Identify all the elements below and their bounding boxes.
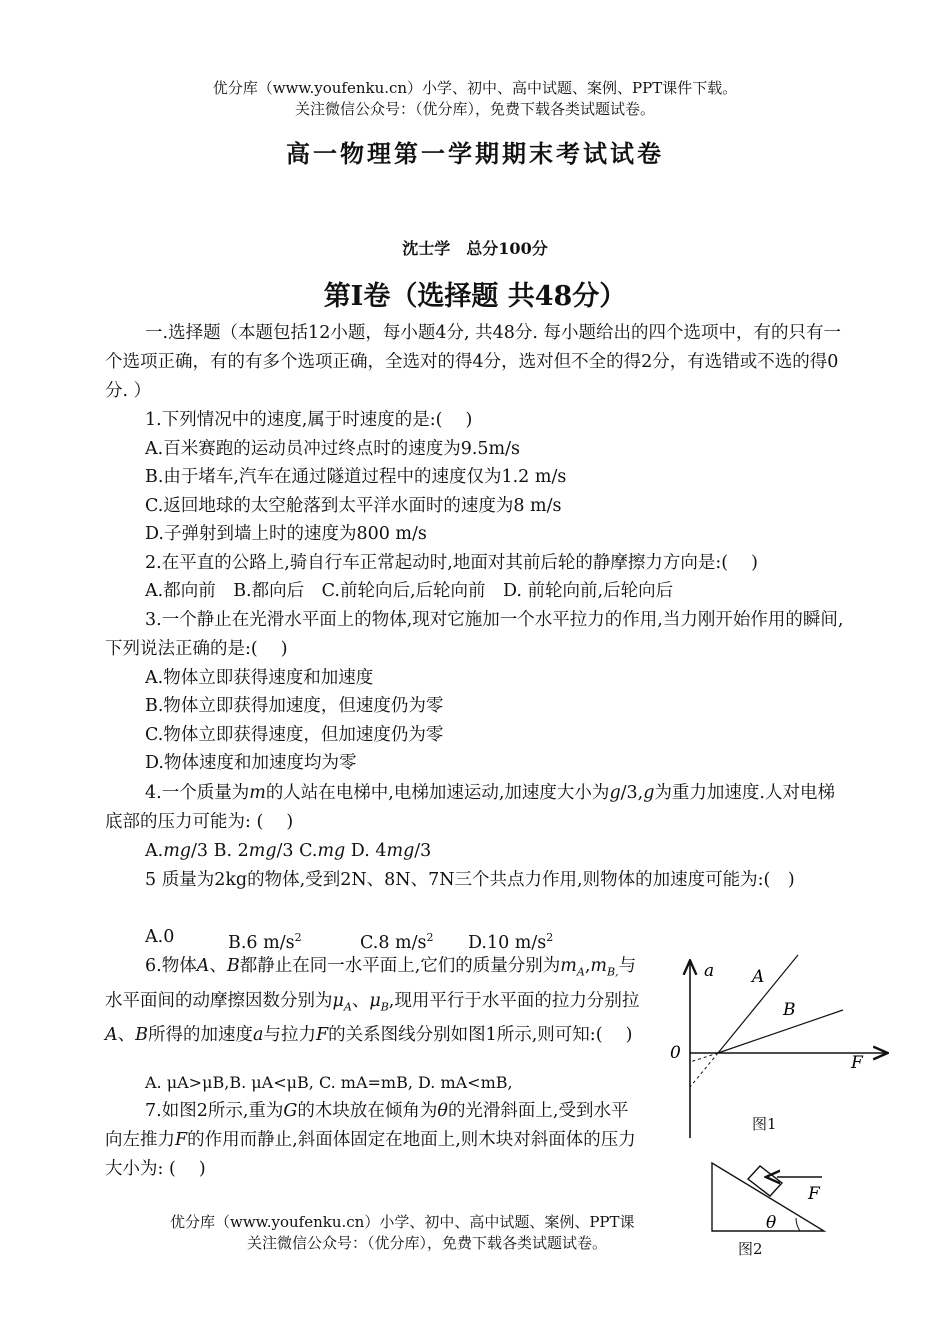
fig2-label-F: F [808, 1184, 820, 1204]
q5-option-b-text: B.6 m/s [228, 932, 295, 953]
q6-text-2: 、 [209, 956, 227, 976]
fig1-label-B: B [783, 1000, 796, 1020]
q7-text-4: 的作用而静止,斜面体固定在地面上,则木块对斜面体的压力大小为: ( ) [105, 1130, 636, 1179]
q6-text-8: 所得的加速度 [148, 1025, 254, 1045]
q4-text-3: /3, [620, 783, 644, 803]
q1-stem: 1.下列情况中的速度,属于时速度的是:( ) [145, 410, 473, 430]
header-line-2: 关注微信公众号：（优分库），免费下载各类试题试卷。 [294, 100, 655, 118]
q4-stem [105, 779, 850, 837]
q4-text-2: 的人站在电梯中,电梯加速运动,加速度大小为 [265, 783, 610, 803]
fig2-label-theta: θ [766, 1213, 777, 1233]
fig2-block [748, 1166, 782, 1196]
q6-stem [105, 952, 640, 1050]
q7-var-theta: θ [437, 1101, 448, 1121]
q5-option-c-sup: 2 [426, 931, 434, 944]
q7-text-1: 7.如图2所示,重为 [145, 1101, 284, 1121]
q6-text-4: 与水平面间的动摩擦因数分别为 [105, 956, 637, 1011]
q6-text-6: ,现用平行于水平面的拉力分别拉 [388, 990, 640, 1011]
fig1-label-a: a [704, 961, 715, 981]
section-title: 第I卷（选择题 共48分） [323, 281, 627, 312]
q6-text-1: 6.物体 [145, 956, 197, 976]
q4-opt-c-label: /3 C. [276, 841, 318, 861]
q1-option-c: C.返回地球的太空舱落到太平洋水面时的速度为8 m/s [145, 496, 562, 516]
q6-sub-muA: A [343, 1000, 352, 1013]
q6-var-muB: μ [369, 990, 381, 1011]
figure-2-incline [700, 1158, 832, 1238]
q6-var-B2: B [135, 1025, 149, 1045]
q4-options [145, 837, 431, 866]
q6-var-A: A [196, 956, 210, 976]
q5-option-b-sup: 2 [294, 931, 302, 944]
q6-text-3: 都静止在同一水平面上,它们的质量分别为 [239, 956, 561, 976]
q7-var-F: F [175, 1130, 188, 1150]
q4-var-m: m [249, 783, 266, 803]
q4-opt-a-label: A. [145, 841, 164, 861]
q6-var-muA: μ [332, 990, 344, 1011]
q3-option-c: C.物体立即获得速度，但加速度仍为零 [145, 725, 444, 745]
q6-sub-A: A [576, 965, 585, 979]
q4-var-g: g [609, 783, 621, 803]
q4-var-g2: g [643, 783, 655, 803]
q1-option-b: B.由于堵车,汽车在通过隧道过程中的速度仅为1.2 m/s [145, 467, 567, 487]
q6-text-5: 、 [351, 990, 370, 1011]
figure-1-graph [660, 950, 900, 1150]
q6-options: A. μA>μB,B. μA<μB, C. mA=mB, D. mA<mB, [145, 1073, 513, 1092]
fig1-line-A-ext [690, 1053, 718, 1087]
q4-opt-d-var: mg [386, 841, 415, 861]
q6-var-mA: m [560, 956, 577, 976]
q3-option-b: B.物体立即获得加速度，但速度仍为零 [145, 696, 444, 716]
q6-var-a: a [253, 1025, 264, 1045]
q6-var-mB: m [590, 956, 608, 976]
q4-text-4: 为重力加速度.人对电梯底部的压力可能为: ( ) [105, 783, 835, 832]
figure-1-caption: 图1 [752, 1115, 777, 1133]
q5-option-d-text: D.10 m/s [468, 932, 547, 953]
q4-opt-a-var: mg [163, 841, 191, 861]
q6-text-7: 、 [117, 1025, 136, 1045]
q5-option-d-sup: 2 [546, 931, 554, 944]
q3-option-d: D.物体速度和加速度均为零 [145, 753, 357, 773]
footer-line-1: 优分库（www.youfenku.cn）小学、初中、高中试题、案例、PPT课 [170, 1213, 635, 1231]
q6-sub-muB: B [380, 1000, 389, 1013]
fig1-label-F: F [851, 1053, 863, 1073]
q2-stem: 2.在平直的公路上,骑自行车正常起动时,地面对其前后轮的静摩擦力方向是:( ) [145, 553, 758, 573]
fig2-angle-arc [796, 1218, 800, 1231]
q7-stem [105, 1097, 640, 1184]
q5-option-a: A.0 [145, 927, 175, 947]
q1-option-d: D.子弹射到墙上时的速度为800 m/s [145, 524, 427, 544]
q6-sub-B: B, [607, 965, 619, 979]
footer-line-2: 关注微信公众号：（优分库），免费下载各类试题试卷。 [247, 1234, 608, 1252]
q4-opt-c-var: mg [317, 841, 346, 861]
q4-opt-d-label: D. 4 [345, 841, 387, 861]
fig1-line-B [718, 1010, 843, 1053]
q6-var-F: F [315, 1025, 329, 1045]
q6-var-B: B [226, 956, 240, 976]
instructions: 一.选择题（本题包括12小题，每小题4分, 共48分. 每小题给出的四个选项中，有的只有一个选项正确，有的有多个选项正确，全选对的得4分，选对但不全的得2分，有选错或不选的得0分. ） [105, 323, 841, 401]
q2-options: A.都向前 B.都向后 C.前轮向后,后轮向前 D. 前轮向前,后轮向后 [145, 581, 674, 601]
q6-text-9: 与拉力 [263, 1025, 316, 1045]
q4-opt-b-label: /3 B. 2 [191, 841, 249, 861]
q6-text-10: 的关系图线分别如图1所示,则可知:( ) [328, 1025, 633, 1045]
fig1-label-origin: 0 [670, 1043, 681, 1063]
q7-text-2: 的木块放在倾角为 [297, 1101, 438, 1121]
fig1-label-A: A [752, 967, 765, 987]
q3-stem: 3.一个静止在光滑水平面上的物体,现对它施加一个水平拉力的作用,当力刚开始作用的瞬间,下列说法正确的是:( ) [105, 610, 844, 659]
header-line-1: 优分库（www.youfenku.cn）小学、初中、高中试题、案例、PPT课件下载。 [212, 79, 738, 97]
figure-2-caption: 图2 [738, 1240, 763, 1258]
q7-text-3: 的光滑斜面上,受到水平向左推力 [105, 1101, 629, 1150]
exam-title: 高一物理第一学期期末考试试卷 [286, 139, 664, 168]
q7-var-G: G [283, 1101, 298, 1121]
q4-opt-b-var: mg [248, 841, 277, 861]
q1-option-a: A.百米赛跑的运动员冲过终点时的速度为9.5m/s [145, 439, 521, 459]
q3-option-a: A.物体立即获得速度和加速度 [145, 668, 374, 688]
q5-option-c-text: C.8 m/s [360, 932, 427, 953]
q5-stem: 5 质量为2kg的物体,受到2N、8N、7N三个共点力作用,则物体的加速度可能为:( ) [145, 870, 795, 890]
q4-opt-d-tail: /3 [414, 841, 432, 861]
q6-var-A2: A [105, 1025, 118, 1045]
q6-comma: , [584, 956, 591, 976]
author-line: 沈士学 总分100分 [402, 239, 548, 258]
q4-text-1: 4.一个质量为 [145, 783, 250, 803]
